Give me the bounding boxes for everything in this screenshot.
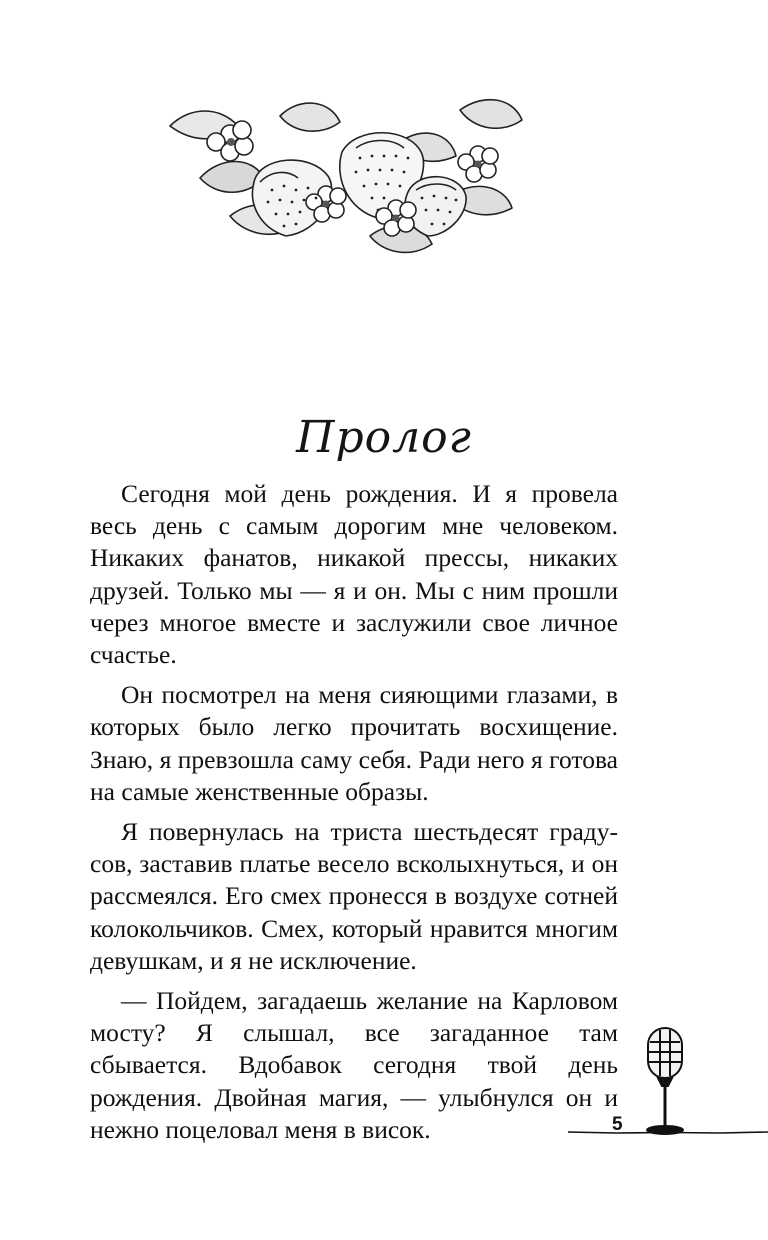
microphone-icon <box>647 1028 683 1134</box>
page-number: 5 <box>612 1114 623 1135</box>
footer-ornament <box>560 1020 768 1160</box>
strawberry-ornament-icon <box>160 86 532 264</box>
chapter-title: Пролог <box>296 412 472 463</box>
paragraph: — Пойдем, загадаешь желание на Карловом мосту? Я слышал, все загаданное там сбывается. Вдобавок сегодня твой день рождения. Двойная магия, — улыбнулся он и нежно поцеловал меня в висок. <box>90 986 618 1144</box>
paragraph: Я повернулась на триста шестьдесят градусов, заставив платье весело всколыхнуться, и он рассмеялся. Его смех пронесся в воздухе сотней колокольчиков. Смех, который нравится многим девушкам, и я не исключение. <box>90 817 618 975</box>
paragraph: Он посмотрел на меня сияющими глазами, в которых было легко прочитать восхищение. Знаю, я превзошла саму себя. Ради него я готова на самые женственные образы. <box>90 680 618 806</box>
paragraph: Сегодня мой день рождения. И я провела весь день с самым дорогим мне человеком. Никаких фанатов, никакой прессы, никаких друзей. Только мы — я и он. Мы с ним прошли через многое вместе и заслужили свое личное счастье. <box>90 479 618 670</box>
body-text <box>90 478 618 1154</box>
